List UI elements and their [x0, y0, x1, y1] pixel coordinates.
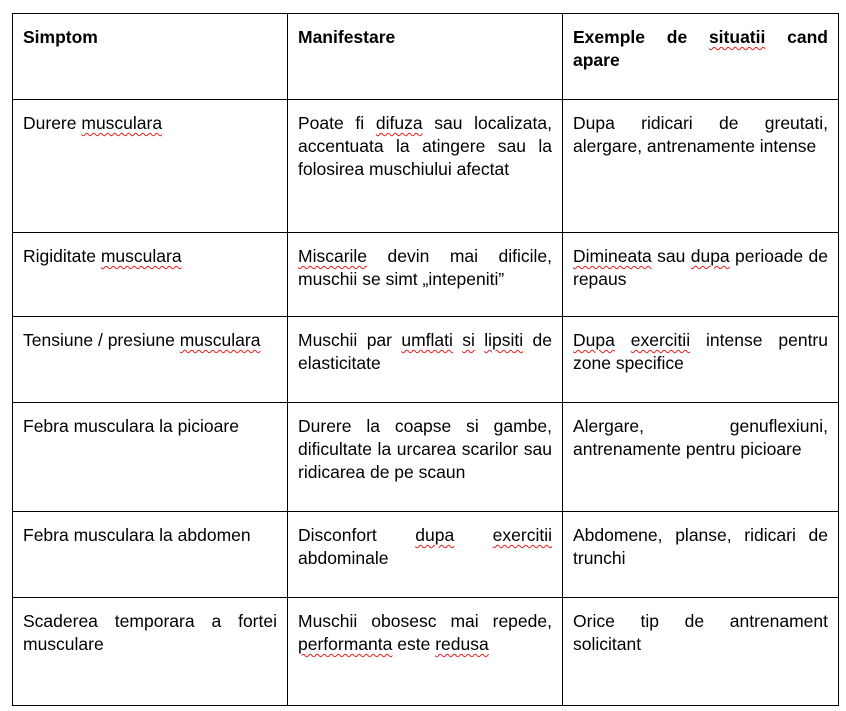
spellcheck-flagged-word: exercitii: [492, 525, 552, 545]
spellcheck-flagged-word: Miscarile: [298, 246, 368, 266]
table-row: [13, 233, 839, 317]
header-cell-simptom: Simptom: [13, 14, 288, 100]
cell-manifestare: Muschii obosesc mai repede, performanta este redusa: [288, 598, 563, 706]
cell-exemple: Dupa ridicari de greutati, alergare, antrenamente intense: [563, 100, 839, 233]
spellcheck-flagged-word: performanta: [298, 634, 393, 654]
spellcheck-flagged-word: si: [462, 330, 475, 350]
cell-manifestare: Miscarile devin mai dificile, muschii se simt „intepeniti”: [288, 233, 563, 317]
cell-manifestare: Poate fi difuza sau localizata, accentuata la atingere sau la folosirea muschiului afectat: [288, 100, 563, 233]
spellcheck-flagged-word: dupa: [415, 525, 455, 545]
spellcheck-flagged-word: dupa: [690, 246, 730, 266]
table-body: [13, 14, 839, 706]
spellcheck-flagged-word: exercitii: [630, 330, 691, 350]
spellcheck-flagged-word: Dimineata: [573, 246, 652, 266]
cell-exemple: Alergare, genuflexiuni, antrenamente pentru picioare: [563, 403, 839, 512]
spellcheck-flagged-word: situatii: [708, 27, 766, 47]
spellcheck-flagged-word: redusa: [435, 634, 489, 654]
cell-exemple: Dimineata sau dupa perioade de repaus: [563, 233, 839, 317]
spellcheck-flagged-word: musculara: [179, 330, 261, 350]
table-row: [13, 100, 839, 233]
cell-manifestare: Muschii par umflati si lipsiti de elasticitate: [288, 317, 563, 403]
spellcheck-flagged-word: umflati: [401, 330, 453, 350]
cell-simptom: Febra musculara la picioare: [13, 403, 288, 512]
cell-manifestare: Disconfort dupa exercitii abdominale: [288, 512, 563, 598]
table-row: [13, 317, 839, 403]
cell-simptom: Scaderea temporara a fortei musculare: [13, 598, 288, 706]
cell-simptom: Tensiune / presiune musculara: [13, 317, 288, 403]
cell-exemple: Orice tip de antrenament solicitant: [563, 598, 839, 706]
cell-manifestare: Durere la coapse si gambe, dificultate la urcarea scarilor sau ridicarea de pe scaun: [288, 403, 563, 512]
spellcheck-flagged-word: lipsiti: [484, 330, 524, 350]
cell-exemple: Abdomene, planse, ridicari de trunchi: [563, 512, 839, 598]
table-row: [13, 512, 839, 598]
header-cell-manifestare: Manifestare: [288, 14, 563, 100]
cell-simptom: Durere musculara: [13, 100, 288, 233]
table-header-row: [13, 14, 839, 100]
spellcheck-flagged-word: musculara: [81, 113, 163, 133]
spellcheck-flagged-word: Dupa: [573, 330, 615, 350]
cell-exemple: Dupa exercitii intense pentru zone specifice: [563, 317, 839, 403]
symptom-table: [12, 13, 839, 706]
spellcheck-flagged-word: difuza: [375, 113, 423, 133]
table-row: [13, 598, 839, 706]
table-row: [13, 403, 839, 512]
cell-simptom: Febra musculara la abdomen: [13, 512, 288, 598]
spellcheck-flagged-word: musculara: [100, 246, 182, 266]
cell-simptom: Rigiditate musculara: [13, 233, 288, 317]
header-cell-exemple: Exemple de situatii cand apare: [563, 14, 839, 100]
